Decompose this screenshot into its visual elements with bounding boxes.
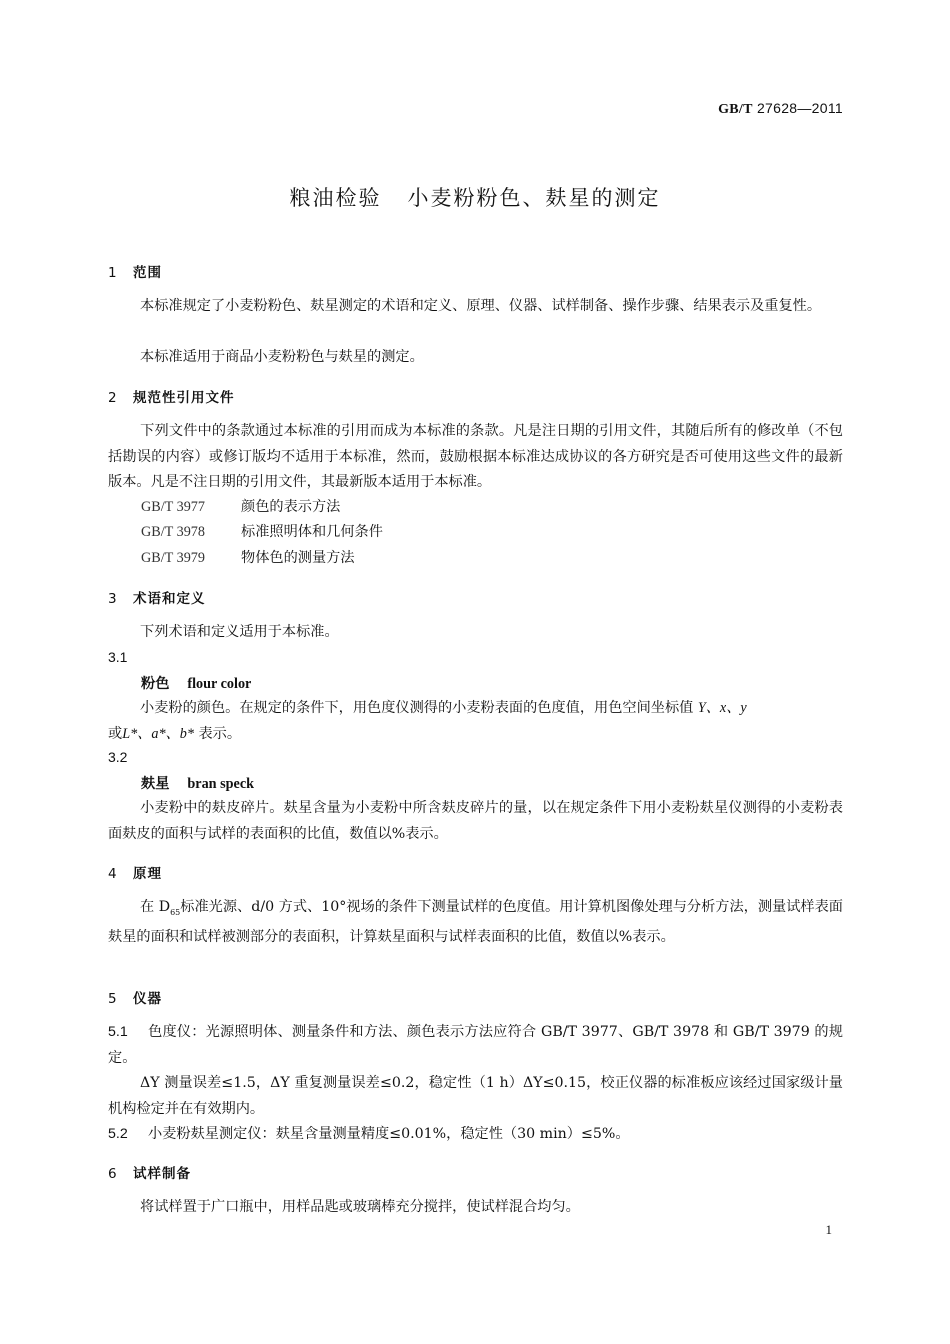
definition-text: 小麦粉中的麸皮碎片。麸星含量为小麦粉中所含麸皮碎片的量，以在规定条件下用小麦粉麸星仪测得的小麦粉表面麸皮的面积与试样的表面积的比值，数值以%表示。 (108, 800, 843, 842)
color-coordinates: L*、a*、b* (122, 725, 194, 742)
clause-text: 色度仪：光源照明体、测量条件和方法、颜色表示方法应符合 GB/T 3977、GB/T 3978 和 GB/T 3979 的规定。 (108, 1024, 843, 1066)
reference-title: 物体色的测量方法 (241, 550, 355, 566)
reference-title: 标准照明体和几何条件 (241, 524, 383, 540)
section-3-paragraph-1 (108, 620, 843, 646)
page-number: 1 (825, 1222, 832, 1237)
normative-reference (141, 521, 383, 541)
standard-code: 27628—2011 (756, 100, 843, 116)
clause-text: 小麦粉麸星测定仪：麸星含量测量精度≤0.01%，稳定性（30 min）≤5%。 (148, 1126, 630, 1142)
section-number: 1 (108, 265, 118, 281)
section-title: 范围 (133, 265, 162, 281)
section-6-heading (108, 1162, 191, 1182)
section-title: 规范性引用文件 (133, 390, 235, 406)
section-1-paragraph-1 (108, 294, 843, 320)
paragraph-text: 将试样置于广口瓶中，用样品匙或玻璃棒充分搅拌，使试样混合均匀。 (140, 1199, 580, 1215)
color-coordinates: Y、x、y (697, 700, 747, 716)
section-1-paragraph-2 (108, 345, 843, 371)
term-en: flour color (187, 676, 252, 692)
paragraph-text: ΔY 测量误差≤1.5，ΔY 重复测量误差≤0.2，稳定性（1 h）ΔY≤0.15，校正仪器的标准板应该经过国家级计量机构检定并在有效期内。 (108, 1075, 843, 1117)
paragraph-text: 下列术语和定义适用于本标准。 (140, 624, 339, 640)
section-title: 仪器 (133, 991, 162, 1007)
standard-number (718, 100, 843, 118)
normative-reference (141, 547, 355, 567)
term-cn: 麸星 (141, 776, 170, 792)
paragraph-text: 本标准规定了小麦粉粉色、麸星测定的术语和定义、原理、仪器、试样制备、操作步骤、结果表示及重复性。 (140, 298, 822, 314)
term-bran-speck (141, 773, 254, 793)
definition-text: 或 (108, 725, 123, 742)
clause-number: 5.2 (108, 1126, 128, 1142)
section-number: 6 (108, 1166, 118, 1182)
term-number-3-1: 3.1 (108, 649, 128, 665)
section-5-heading (108, 987, 162, 1007)
section-number: 4 (108, 866, 118, 882)
term-en: bran speck (187, 776, 255, 792)
title-part2: 小麦粉粉色、麸星的测定 (407, 186, 661, 210)
section-2-paragraph-1 (108, 419, 843, 496)
document-title (0, 182, 950, 212)
reference-code: GB/T 3978 (141, 524, 205, 540)
section-title: 原理 (133, 866, 162, 882)
clause-5-1 (108, 1020, 843, 1071)
term-flour-color-definition (108, 696, 843, 747)
section-4-heading (108, 862, 162, 882)
clause-5-1-paragraph-2 (108, 1071, 843, 1122)
paragraph-text: 本标准适用于商品小麦粉粉色与麸星的测定。 (140, 349, 424, 365)
term-number-3-2: 3.2 (108, 749, 128, 765)
title-part1: 粮油检验 (289, 186, 382, 210)
definition-text: 小麦粉的颜色。在规定的条件下，用色度仪测得的小麦粉表面的色度值，用色空间坐标值 (140, 700, 694, 716)
section-title: 试样制备 (133, 1166, 191, 1182)
reference-title: 颜色的表示方法 (241, 499, 341, 515)
reference-code: GB/T 3977 (141, 499, 205, 515)
section-2-heading (108, 386, 235, 406)
clause-number: 5.1 (108, 1024, 128, 1040)
section-4-paragraph-1 (108, 895, 843, 951)
section-number: 5 (108, 991, 118, 1007)
reference-code: GB/T 3979 (141, 550, 205, 566)
term-cn: 粉色 (141, 676, 170, 692)
term-bran-speck-definition (108, 796, 843, 847)
definition-text: 表示。 (198, 725, 242, 742)
section-3-heading (108, 587, 206, 607)
subscript: 65 (170, 907, 181, 917)
section-number: 2 (108, 390, 118, 406)
clause-5-2 (108, 1122, 843, 1148)
term-flour-color (141, 673, 251, 693)
standard-prefix: GB/T (718, 102, 753, 117)
paragraph-text: 在 D (140, 899, 171, 915)
section-1-heading (108, 261, 162, 281)
paragraph-text: 标准光源、d/0 方式、10°视场的条件下测量试样的色度值。用计算机图像处理与分析方法，测量试样表面麸星的面积和试样被测部分的表面积，计算麸星面积与试样表面积的比值，数值以%表示。 (108, 899, 843, 946)
section-6-paragraph-1 (108, 1195, 843, 1221)
paragraph-text: 下列文件中的条款通过本标准的引用而成为本标准的条款。凡是注日期的引用文件，其随后所有的修改单（不包括勘误的内容）或修订版均不适用于本标准，然而，鼓励根据本标准达成协议的各方研究是否可使用这些文件的最新版本。凡是不注日期的引用文件，其最新版本适用于本标准。 (108, 423, 843, 490)
normative-reference (141, 496, 340, 516)
section-number: 3 (108, 591, 118, 607)
section-title: 术语和定义 (133, 591, 206, 607)
